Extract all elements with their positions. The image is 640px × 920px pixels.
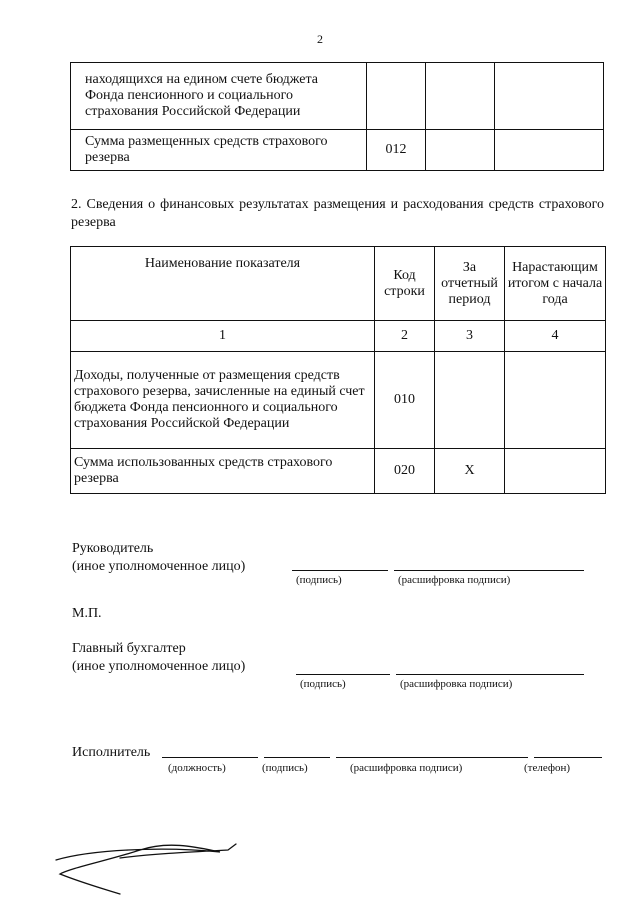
head-decoding-line[interactable] bbox=[394, 570, 584, 571]
column-number: 2 bbox=[375, 321, 435, 352]
period-value-cell bbox=[426, 63, 495, 130]
table-header-row bbox=[71, 247, 606, 321]
executor-phone-line[interactable] bbox=[534, 757, 602, 758]
handwritten-signature-scribble bbox=[50, 838, 240, 898]
head-label bbox=[72, 540, 245, 576]
financial-results-table bbox=[70, 246, 606, 494]
cumulative-value-cell bbox=[495, 130, 604, 171]
indicator-name-cell: Доходы, полученные от размещения средств страхового резерва, зачисленные на единый счет бюджета Фонда пенсионного и социального страхования Российской Федерации bbox=[71, 352, 375, 449]
table-row bbox=[71, 449, 606, 494]
decoding-caption: (расшифровка подписи) bbox=[398, 574, 511, 586]
phone-caption: (телефон) bbox=[524, 762, 571, 774]
indicator-name-cell: Сумма размещенных средств страхового резерва bbox=[71, 130, 367, 171]
accountant-decoding-line[interactable] bbox=[396, 674, 584, 675]
accountant-signature-line[interactable] bbox=[296, 674, 390, 675]
header-cumulative: Нарастающим итогом с начала года bbox=[505, 247, 606, 321]
period-value-cell bbox=[435, 352, 505, 449]
section-2-title: 2. Сведения о финансовых результатах размещения и расходования средств страхового резерва bbox=[71, 197, 604, 230]
row-code-cell: 020 bbox=[375, 449, 435, 494]
head-title: Руководитель bbox=[72, 541, 154, 556]
cumulative-value-cell bbox=[495, 63, 604, 130]
table-row bbox=[71, 63, 604, 130]
signature-caption: (подпись) bbox=[300, 678, 346, 690]
column-number: 1 bbox=[71, 321, 375, 352]
signature-caption: (подпись) bbox=[296, 574, 342, 586]
header-reporting-period: За отчетный период bbox=[435, 247, 505, 321]
page-number: 2 bbox=[317, 32, 323, 46]
decoding-caption: (расшифровка подписи) bbox=[400, 678, 513, 690]
accountant-title: Главный бухгалтер bbox=[72, 641, 186, 656]
executor-decoding-line[interactable] bbox=[336, 757, 528, 758]
accountant-subtitle: (иное уполномоченное лицо) bbox=[72, 659, 246, 674]
header-indicator-name: Наименование показателя bbox=[71, 247, 375, 321]
head-subtitle: (иное уполномоченное лицо) bbox=[72, 559, 246, 574]
period-value-cell bbox=[426, 130, 495, 171]
row-code-cell: 010 bbox=[375, 352, 435, 449]
indicator-name-cell: находящихся на едином счете бюджета Фонда пенсионного и социального страхования Российской Федерации bbox=[71, 63, 367, 130]
row-code-cell: 012 bbox=[367, 130, 426, 171]
table-row bbox=[71, 130, 604, 171]
column-numbers-row bbox=[71, 321, 606, 352]
executor-position-line[interactable] bbox=[162, 757, 258, 758]
decoding-caption: (расшифровка подписи) bbox=[350, 762, 463, 774]
row-code-cell bbox=[367, 63, 426, 130]
placement-table-continuation bbox=[70, 62, 604, 171]
signature-caption: (подпись) bbox=[262, 762, 308, 774]
executor-signature-line[interactable] bbox=[264, 757, 330, 758]
column-number: 3 bbox=[435, 321, 505, 352]
column-number: 4 bbox=[505, 321, 606, 352]
head-signature-line[interactable] bbox=[292, 570, 388, 571]
indicator-name-cell: Сумма использованных средств страхового резерва bbox=[71, 449, 375, 494]
header-row-code: Код строки bbox=[375, 247, 435, 321]
table-row bbox=[71, 352, 606, 449]
period-value-cell: Х bbox=[435, 449, 505, 494]
cumulative-value-cell bbox=[505, 449, 606, 494]
executor-label: Исполнитель bbox=[72, 745, 151, 760]
cumulative-value-cell bbox=[505, 352, 606, 449]
position-caption: (должность) bbox=[168, 762, 226, 774]
stamp-place: М.П. bbox=[72, 606, 102, 621]
accountant-label bbox=[72, 640, 245, 676]
